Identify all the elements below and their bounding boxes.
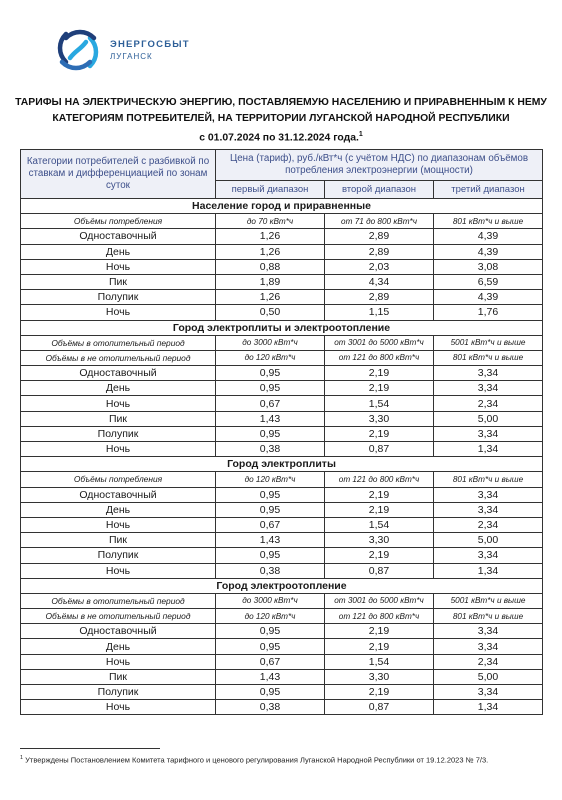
price-cell: 3,34: [434, 502, 543, 517]
volume-range-cell: от 71 до 800 кВт*ч: [325, 214, 434, 229]
rate-name: Одноставочный: [21, 624, 216, 639]
footnote-mark: 1: [20, 755, 24, 761]
price-cell: 1,43: [216, 533, 325, 548]
header-range-2: второй диапазон: [325, 181, 434, 199]
footnote-text: Утверждены Постановлением Комитета тарифного и ценового регулирования Луганской Народной Республики от 19.12.2023 № 7/3.: [23, 755, 489, 765]
tariff-row: [21, 274, 543, 289]
section-row: [21, 578, 543, 593]
price-cell: 1,34: [434, 442, 543, 457]
price-cell: 0,38: [216, 700, 325, 715]
volume-range-cell: от 3001 до 5000 кВт*ч: [325, 593, 434, 608]
volume-label: Объёмы в отопительный период: [21, 593, 216, 608]
price-cell: 1,34: [434, 700, 543, 715]
volume-row: [21, 609, 543, 624]
price-cell: 1,34: [434, 563, 543, 578]
volume-range-cell: до 120 кВт*ч: [216, 609, 325, 624]
volume-range-cell: от 121 до 800 кВт*ч: [325, 472, 434, 487]
price-cell: 2,89: [325, 244, 434, 259]
price-cell: 0,67: [216, 396, 325, 411]
company-logo: [52, 24, 282, 76]
volume-range-cell: 5001 кВт*ч и выше: [434, 335, 543, 350]
rate-name: Ночь: [21, 259, 216, 274]
price-cell: 1,43: [216, 411, 325, 426]
price-cell: 0,67: [216, 654, 325, 669]
logo-emblem-icon: [52, 24, 104, 76]
price-cell: 0,95: [216, 685, 325, 700]
price-cell: 0,38: [216, 442, 325, 457]
volume-label: Объёмы в не отопительный период: [21, 350, 216, 365]
price-cell: 0,95: [216, 366, 325, 381]
rate-name: День: [21, 639, 216, 654]
volume-range-cell: от 3001 до 5000 кВт*ч: [325, 335, 434, 350]
rate-name: Ночь: [21, 396, 216, 411]
price-cell: 1,54: [325, 654, 434, 669]
price-cell: 3,34: [434, 426, 543, 441]
title-footnote-mark: 1: [358, 131, 363, 138]
price-cell: 1,76: [434, 305, 543, 320]
volume-range-cell: до 120 кВт*ч: [216, 350, 325, 365]
price-cell: 4,34: [325, 274, 434, 289]
tariff-row: [21, 290, 543, 305]
volume-label: Объёмы потребления: [21, 214, 216, 229]
table-header-row: [21, 150, 543, 181]
section-title: Город электроплиты и электроотопление: [21, 320, 543, 335]
header-price: Цена (тариф), руб./кВт*ч (с учётом НДС) по диапазонам объёмов потребления электроэнергии (мощности): [216, 150, 543, 181]
price-cell: 1,54: [325, 517, 434, 532]
price-cell: 4,39: [434, 244, 543, 259]
rate-name: Одноставочный: [21, 487, 216, 502]
price-cell: 0,67: [216, 517, 325, 532]
rate-name: Полупик: [21, 548, 216, 563]
price-cell: 2,19: [325, 548, 434, 563]
price-cell: 3,34: [434, 487, 543, 502]
tariff-row: [21, 411, 543, 426]
price-cell: 0,95: [216, 487, 325, 502]
tariff-row: [21, 305, 543, 320]
rate-name: День: [21, 244, 216, 259]
volume-range-cell: от 121 до 800 кВт*ч: [325, 350, 434, 365]
price-cell: 1,26: [216, 229, 325, 244]
rate-name: Одноставочный: [21, 366, 216, 381]
price-cell: 3,08: [434, 259, 543, 274]
price-cell: 5,00: [434, 533, 543, 548]
document-title: [12, 95, 550, 146]
price-cell: 0,95: [216, 548, 325, 563]
volume-range-cell: до 3000 кВт*ч: [216, 593, 325, 608]
price-cell: 0,87: [325, 442, 434, 457]
volume-range-cell: до 3000 кВт*ч: [216, 335, 325, 350]
tariff-table: [20, 149, 543, 715]
tariff-row: [21, 700, 543, 715]
tariff-row: [21, 548, 543, 563]
price-cell: 2,34: [434, 396, 543, 411]
title-period: с 01.07.2024 по 31.12.2024 года.: [199, 132, 359, 144]
rate-name: Ночь: [21, 442, 216, 457]
price-cell: 6,59: [434, 274, 543, 289]
price-cell: 2,19: [325, 381, 434, 396]
volume-range-cell: 5001 кВт*ч и выше: [434, 593, 543, 608]
volume-range-cell: до 120 кВт*ч: [216, 472, 325, 487]
volume-range-cell: 801 кВт*ч и выше: [434, 472, 543, 487]
tariff-row: [21, 669, 543, 684]
price-cell: 0,95: [216, 624, 325, 639]
title-line-1: ТАРИФЫ НА ЭЛЕКТРИЧЕСКУЮ ЭНЕРГИЮ, ПОСТАВЛЯЕМУЮ НАСЕЛЕНИЮ И ПРИРАВНЕННЫМ К НЕМУ: [15, 97, 547, 108]
rate-name: День: [21, 502, 216, 517]
rate-name: Ночь: [21, 517, 216, 532]
price-cell: 0,87: [325, 563, 434, 578]
header-category: Категории потребителей с разбивкой по ставкам и дифференциацией по зонам суток: [21, 150, 216, 199]
price-cell: 2,34: [434, 654, 543, 669]
volume-range-cell: 801 кВт*ч и выше: [434, 214, 543, 229]
price-cell: 1,54: [325, 396, 434, 411]
tariff-row: [21, 533, 543, 548]
header-range-3: третий диапазон: [434, 181, 543, 199]
price-cell: 0,95: [216, 426, 325, 441]
price-cell: 3,34: [434, 624, 543, 639]
price-cell: 0,95: [216, 639, 325, 654]
rate-name: Пик: [21, 669, 216, 684]
price-cell: 3,34: [434, 381, 543, 396]
tariff-row: [21, 654, 543, 669]
price-cell: 0,88: [216, 259, 325, 274]
price-cell: 2,19: [325, 366, 434, 381]
rate-name: Ночь: [21, 563, 216, 578]
section-row: [21, 199, 543, 214]
price-cell: 4,39: [434, 290, 543, 305]
volume-range-cell: 801 кВт*ч и выше: [434, 609, 543, 624]
price-cell: 2,19: [325, 639, 434, 654]
section-row: [21, 320, 543, 335]
price-cell: 5,00: [434, 411, 543, 426]
price-cell: 2,89: [325, 290, 434, 305]
price-cell: 2,89: [325, 229, 434, 244]
tariff-row: [21, 639, 543, 654]
price-cell: 3,30: [325, 411, 434, 426]
price-cell: 4,39: [434, 229, 543, 244]
rate-name: Пик: [21, 533, 216, 548]
price-cell: 0,50: [216, 305, 325, 320]
volume-range-cell: 801 кВт*ч и выше: [434, 350, 543, 365]
volume-label: Объёмы потребления: [21, 472, 216, 487]
price-cell: 1,89: [216, 274, 325, 289]
price-cell: 1,43: [216, 669, 325, 684]
section-title: Население город и приравненные: [21, 199, 543, 214]
title-line-2: КАТЕГОРИЯМ ПОТРЕБИТЕЛЕЙ, НА ТЕРРИТОРИИ ЛУГАНСКОЙ НАРОДНОЙ РЕСПУБЛИКИ: [52, 113, 510, 124]
tariff-row: [21, 244, 543, 259]
tariff-row: [21, 229, 543, 244]
volume-row: [21, 214, 543, 229]
section-row: [21, 457, 543, 472]
price-cell: 2,19: [325, 426, 434, 441]
price-cell: 1,26: [216, 290, 325, 305]
price-cell: 3,30: [325, 533, 434, 548]
volume-row: [21, 593, 543, 608]
volume-range-cell: до 70 кВт*ч: [216, 214, 325, 229]
volume-row: [21, 335, 543, 350]
tariff-row: [21, 442, 543, 457]
price-cell: 2,34: [434, 517, 543, 532]
rate-name: Пик: [21, 411, 216, 426]
tariff-row: [21, 366, 543, 381]
title-line-3: [12, 127, 550, 146]
price-cell: 5,00: [434, 669, 543, 684]
rate-name: Ночь: [21, 654, 216, 669]
tariff-row: [21, 685, 543, 700]
footnote: [20, 755, 550, 765]
price-cell: 2,19: [325, 502, 434, 517]
price-cell: 3,34: [434, 639, 543, 654]
price-cell: 0,87: [325, 700, 434, 715]
price-cell: 1,26: [216, 244, 325, 259]
logo-city: ЛУГАНСК: [110, 52, 153, 61]
tariff-row: [21, 381, 543, 396]
tariff-row: [21, 259, 543, 274]
price-cell: 2,19: [325, 624, 434, 639]
footnote-divider: [20, 748, 160, 749]
rate-name: Полупик: [21, 290, 216, 305]
logo-name: ЭНЕРГОСБЫТ: [110, 39, 190, 50]
rate-name: Одноставочный: [21, 229, 216, 244]
volume-row: [21, 472, 543, 487]
rate-name: День: [21, 381, 216, 396]
volume-label: Объёмы в отопительный период: [21, 335, 216, 350]
rate-name: Полупик: [21, 426, 216, 441]
rate-name: Ночь: [21, 700, 216, 715]
tariff-row: [21, 426, 543, 441]
price-cell: 2,03: [325, 259, 434, 274]
tariff-row: [21, 624, 543, 639]
price-cell: 2,19: [325, 685, 434, 700]
section-title: Город электроплиты: [21, 457, 543, 472]
header-range-1: первый диапазон: [216, 181, 325, 199]
volume-row: [21, 350, 543, 365]
price-cell: 0,95: [216, 502, 325, 517]
rate-name: Пик: [21, 274, 216, 289]
price-cell: 3,30: [325, 669, 434, 684]
tariff-row: [21, 563, 543, 578]
section-title: Город электроотопление: [21, 578, 543, 593]
tariff-row: [21, 396, 543, 411]
volume-range-cell: от 121 до 800 кВт*ч: [325, 609, 434, 624]
volume-label: Объёмы в не отопительный период: [21, 609, 216, 624]
rate-name: Ночь: [21, 305, 216, 320]
price-cell: 0,38: [216, 563, 325, 578]
tariff-row: [21, 487, 543, 502]
tariff-row: [21, 517, 543, 532]
tariff-row: [21, 502, 543, 517]
price-cell: 1,15: [325, 305, 434, 320]
price-cell: 3,34: [434, 366, 543, 381]
price-cell: 3,34: [434, 548, 543, 563]
price-cell: 2,19: [325, 487, 434, 502]
price-cell: 3,34: [434, 685, 543, 700]
rate-name: Полупик: [21, 685, 216, 700]
price-cell: 0,95: [216, 381, 325, 396]
